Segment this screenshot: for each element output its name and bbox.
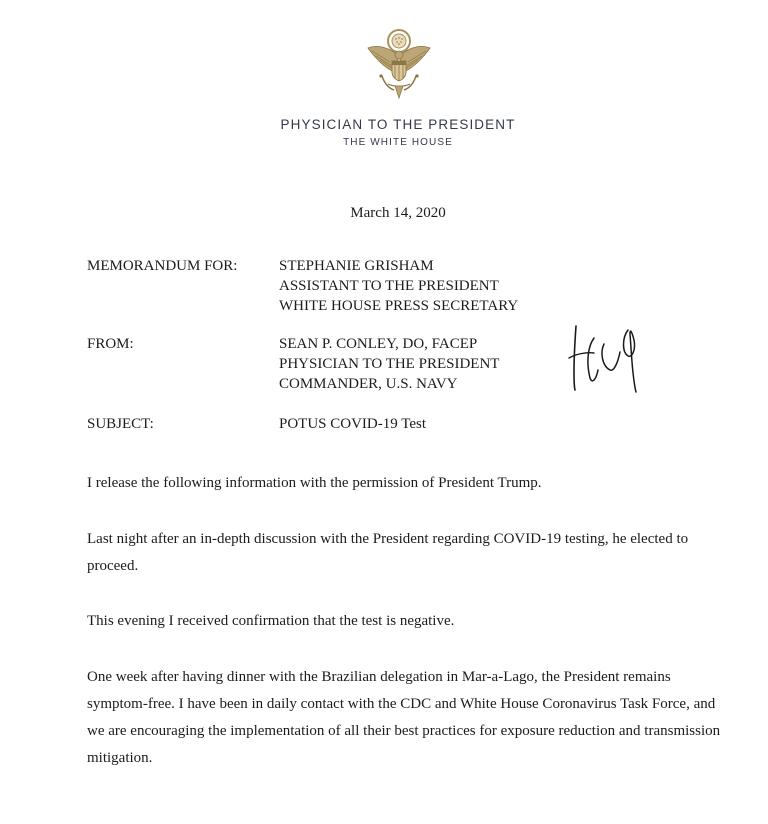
sender-rank: COMMANDER, U.S. NAVY: [279, 376, 458, 392]
memo-from-sender: [279, 334, 499, 394]
memo-from-label: FROM:: [87, 336, 134, 352]
recipient-name: STEPHANIE GRISHAM: [279, 258, 434, 274]
body-paragraph-1: I release the following information with the permission of President Trump.: [87, 475, 542, 491]
handwritten-signature-icon: [566, 322, 650, 394]
presidential-seal-icon: [364, 26, 434, 100]
letterhead-subtitle: THE WHITE HOUSE: [343, 137, 453, 148]
memo-for-recipient: [279, 256, 518, 316]
memo-date: March 14, 2020: [350, 205, 446, 221]
memo-subject-label: SUBJECT:: [87, 416, 154, 432]
letterhead-title: PHYSICIAN TO THE PRESIDENT: [280, 117, 516, 132]
recipient-office: WHITE HOUSE PRESS SECRETARY: [279, 298, 519, 314]
memo-subject: POTUS COVID-19 Test: [279, 416, 427, 432]
body-paragraph-3: This evening I received confirmation that the test is negative.: [87, 613, 455, 629]
recipient-title: ASSISTANT TO THE PRESIDENT: [279, 278, 499, 294]
body-paragraph-4: One week after having dinner with the Brazilian delegation in Mar-a-Lago, the President remains symptom-free. I have been in daily contact with the CDC and White House Coronavirus Task Force, and we are encouraging the implementation of all their best practices for exposure reduction and transmission mitigation.: [87, 669, 721, 766]
sender-name: SEAN P. CONLEY, DO, FACEP: [279, 336, 478, 352]
body-paragraph-2: Last night after an in-depth discussion with the President regarding COVID-19 testing, he elected to proceed.: [87, 531, 689, 574]
memo-for-label: MEMORANDUM FOR:: [87, 258, 238, 274]
sender-title: PHYSICIAN TO THE PRESIDENT: [279, 356, 500, 372]
